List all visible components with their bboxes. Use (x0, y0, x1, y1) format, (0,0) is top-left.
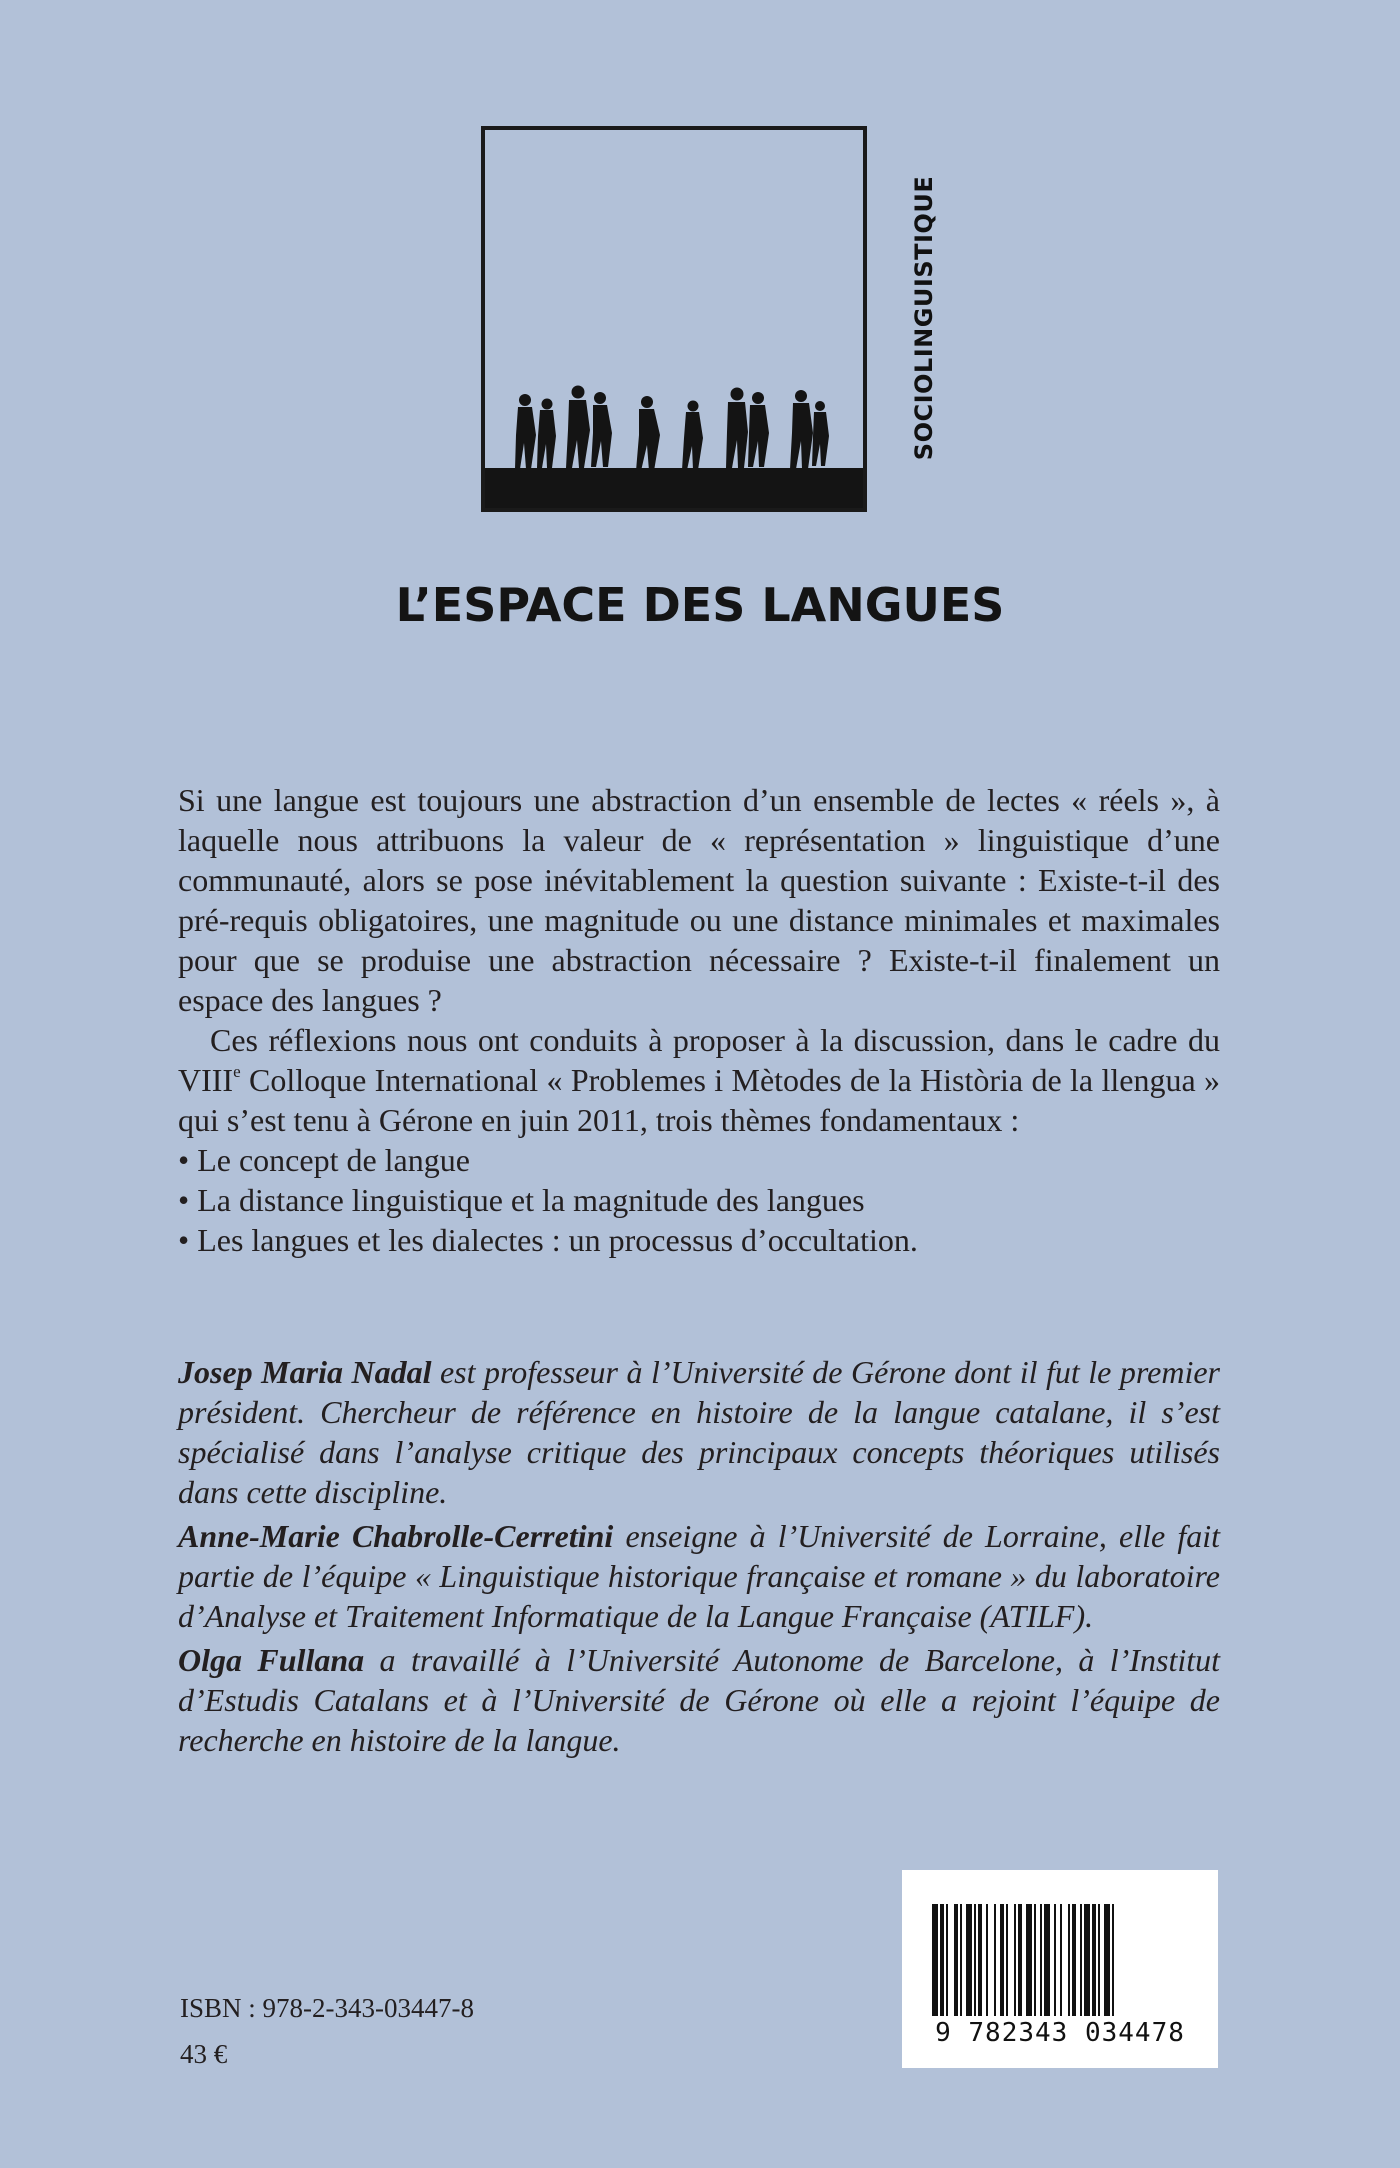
barcode-digits: 9 782343 034478 (935, 2018, 1185, 2048)
barcode-bar (974, 1904, 976, 2016)
barcode-bar (978, 1904, 982, 2016)
barcode-bar (1054, 1904, 1056, 2016)
barcode-bar (1006, 1904, 1008, 2016)
barcode-bar (1080, 1904, 1082, 2016)
author-name: Anne-Marie Chabrolle-Cerretini (178, 1518, 614, 1554)
blurb-bullet: • La distance linguistique et la magnitude des langues (178, 1182, 865, 1218)
barcode-bar (954, 1904, 958, 2016)
barcode-bar (1000, 1904, 1004, 2016)
author-name: Olga Fullana (178, 1642, 365, 1678)
barcode-bar (1044, 1904, 1050, 2016)
author-bio: Olga Fullana a travaillé à l’Université Autonome de Barcelone, à l’Institut d’Estudis Catalans et à l’Université de Gérone où elle a rejoint l’équipe de recherche en histoire de la langue. (178, 1642, 1221, 1758)
barcode-bar (1104, 1904, 1110, 2016)
barcode-bar (1018, 1904, 1022, 2016)
barcode-bar (966, 1904, 972, 2016)
blurb-bullet: • Le concept de langue (178, 1142, 470, 1178)
author-bio: Anne-Marie Chabrolle-Cerretini enseigne à l’Université de Lorraine, elle fait partie de l’équipe « Linguistique historique française et romane » du laboratoire d’Analyse et Traitement Informatique de la Langue Française (ATILF). (178, 1518, 1221, 1634)
author-bio: Josep Maria Nadal est professeur à l’Université de Gérone dont il fut le premier président. Chercheur de référence en histoire de la langue catalane, il s’est spécialisé dans l’analyse critique des principaux concepts théoriques utilisés dans cette discipline. (178, 1354, 1221, 1510)
barcode-bar (1084, 1904, 1090, 2016)
barcode-bar (1034, 1904, 1036, 2016)
barcode-bar (1098, 1904, 1100, 2016)
isbn-label: ISBN : 978-2-343-03447-8 (180, 1993, 474, 2023)
book-title: L’ESPACE DES LANGUES (395, 578, 1005, 632)
barcode-bar (940, 1904, 944, 2016)
author-bios (178, 1352, 1220, 1764)
book-blurb (178, 780, 1220, 1260)
barcode-bar (932, 1904, 938, 2016)
barcode-bar (986, 1904, 988, 2016)
barcode-bar (1112, 1904, 1114, 2016)
barcode-bar (946, 1904, 948, 2016)
blurb-paragraph-1: Si une langue est toujours une abstraction d’un ensemble de lectes « réels », à laquelle nous attribuons la valeur de « représentation » linguistique d’une communauté, alors se pose inévitablement la question suivante : Existe-t-il des pré-requis obligatoires, une magnitude ou une distance minimales et maximales pour que se produise une abstraction nécessaire ? Existe-t-il finalement un espace des langues ? (178, 782, 1220, 1018)
series-logo (481, 126, 867, 512)
blurb-paragraph-2: Ces réflexions nous ont conduits à proposer à la discussion, dans le cadre du VIIIe Colloque International « Problemes i Mètodes de la Història de la llengua » qui s’est tenu à Gérone en juin 2011, trois thèmes fondamentaux : (178, 1022, 1220, 1138)
barcode-bar (1026, 1904, 1032, 2016)
barcode (902, 1870, 1218, 2068)
barcode-bar (1040, 1904, 1042, 2016)
blurb-bullet: • Les langues et les dialectes : un processus d’occultation. (178, 1222, 918, 1258)
barcode-bar (1092, 1904, 1096, 2016)
barcode-bar (1072, 1904, 1076, 2016)
barcode-bar (1060, 1904, 1062, 2016)
barcode-bar (1068, 1904, 1070, 2016)
walking-people-silhouette-icon (485, 130, 863, 508)
barcode-bar (960, 1904, 962, 2016)
author-name: Josep Maria Nadal (178, 1354, 432, 1390)
barcode-bar (1014, 1904, 1016, 2016)
price-label: 43 € (180, 2039, 228, 2069)
barcode-bar (994, 1904, 996, 2016)
